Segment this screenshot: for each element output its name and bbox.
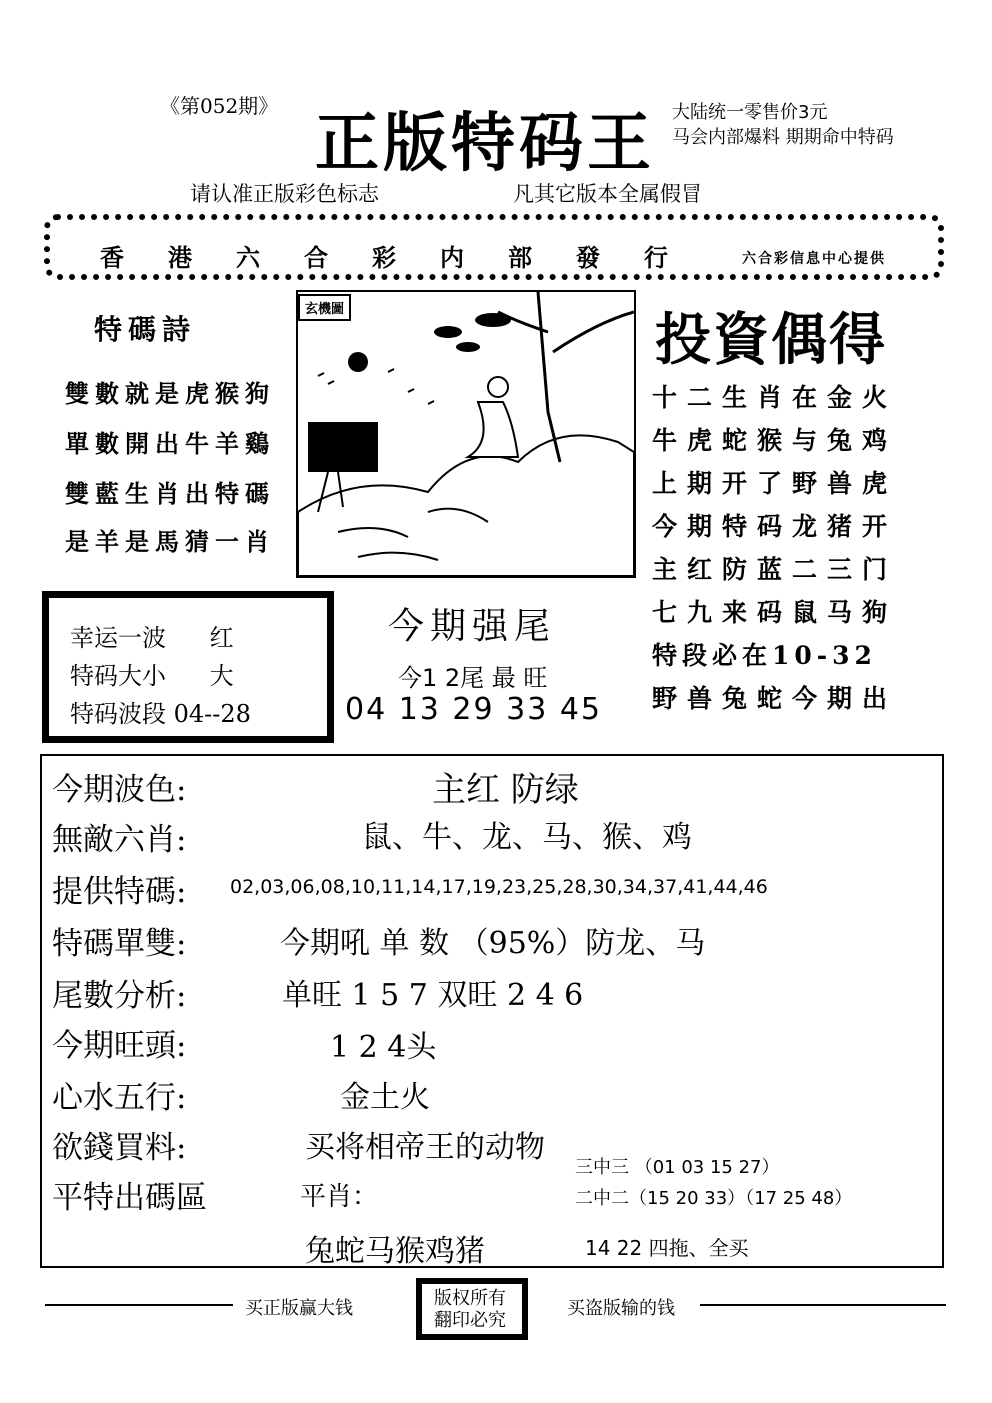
combo-two: 二中二（15 20 33）（17 25 48） xyxy=(575,1188,853,1209)
buy-hint-label: 欲錢買料: xyxy=(52,1130,187,1166)
head-value: 1 2 4头 xyxy=(330,1030,437,1065)
lucky-value: 红 xyxy=(209,624,234,652)
page-title: 正版特码王 xyxy=(315,106,655,181)
counterfeit-notice: 凡其它版本全属假冒 xyxy=(513,182,702,206)
authenticity-notice: 请认准正版彩色标志 xyxy=(190,182,379,206)
invest-line: 上期开了野兽虎 xyxy=(652,469,898,498)
price-line: 大陆统一零售价3元 xyxy=(672,102,828,123)
lucky-label: 特码波段 xyxy=(70,700,166,728)
invest-line: 十二生肖在金火 xyxy=(652,383,898,412)
invest-line: 今期特码龙猪开 xyxy=(652,512,898,541)
banner-subtitle: 六合彩信息中心提供 xyxy=(742,251,886,267)
lucky-row xyxy=(70,656,234,691)
buy-hint-value: 买将相帝王的动物 xyxy=(305,1130,545,1165)
flat-zone-label: 平特出碼區 xyxy=(52,1180,207,1216)
invest-line: 野兽兔蛇今期出 xyxy=(652,684,898,713)
wave-color-value: 主红 防绿 xyxy=(432,770,579,810)
lucky-value: 04--28 xyxy=(173,700,251,728)
head-label: 今期旺頭: xyxy=(52,1028,187,1064)
five-elements-label: 心水五行: xyxy=(52,1080,187,1116)
six-zodiac-value: 鼠、牛、龙、马、猴、鸡 xyxy=(362,820,692,855)
invest-line: 七九来码鼠马狗 xyxy=(652,598,898,627)
invest-line: 牛虎蛇猴与兔鸡 xyxy=(652,426,898,455)
combo-four: 14 22 四拖、全买 xyxy=(585,1236,749,1260)
lucky-row xyxy=(70,694,251,729)
footer-slogan-right: 买盗版输的钱 xyxy=(567,1298,675,1319)
footer-divider xyxy=(45,1304,233,1306)
wave-color-label: 今期波色: xyxy=(52,772,187,808)
strong-tail-numbers: 04 13 29 33 45 xyxy=(345,692,603,727)
footer-divider xyxy=(700,1304,946,1306)
six-zodiac-label: 無敵六肖: xyxy=(52,822,187,858)
invest-title: 投資偶得 xyxy=(655,307,887,373)
poem-line: 是羊是馬猜一肖 xyxy=(65,527,275,556)
lucky-value: 大 xyxy=(209,662,234,690)
strong-tail-line: 今1 2尾 最 旺 xyxy=(398,664,548,692)
flat-zodiacs: 兔蛇马猴鸡猪 xyxy=(305,1234,485,1269)
five-elements-value: 金土火 xyxy=(340,1080,430,1115)
special-numbers-label: 提供特碼: xyxy=(52,874,187,910)
copyright-line: 翻印必究 xyxy=(434,1310,506,1331)
footer-slogan-left: 买正版赢大钱 xyxy=(245,1298,353,1319)
issue-number: 《第052期》 xyxy=(160,94,279,118)
poem-title: 特碼詩 xyxy=(94,313,197,346)
tail-analysis-value: 单旺 1 5 7 双旺 2 4 6 xyxy=(282,978,584,1013)
flat-zodiac-label: 平肖： xyxy=(300,1182,379,1212)
tagline: 马会内部爆料 期期命中特码 xyxy=(672,127,894,148)
poem-line: 雙數就是虎猴狗 xyxy=(65,379,275,408)
price-info xyxy=(672,100,894,150)
poem-line: 單數開出牛羊鷄 xyxy=(65,429,275,458)
odd-even-value: 今期吼 单 数 （95%）防龙、马 xyxy=(280,926,706,961)
scholar-under-pine-illustration xyxy=(296,290,636,578)
tail-analysis-label: 尾數分析: xyxy=(52,978,187,1014)
illustration-tag: 玄機圖 xyxy=(298,294,351,321)
special-numbers-value: 02,03,06,08,10,11,14,17,19,23,25,28,30,34,37,41,44,46 xyxy=(230,876,768,898)
lucky-label: 幸运一波 xyxy=(70,624,166,652)
invest-line: 主红防蓝二三门 xyxy=(652,555,898,584)
combo-three: 三中三 （01 03 15 27） xyxy=(575,1157,780,1178)
poem-line: 雙藍生肖出特碼 xyxy=(65,479,275,508)
odd-even-label: 特碼單雙: xyxy=(52,926,187,962)
copyright-line: 版权所有 xyxy=(434,1288,506,1309)
illustration-drawing xyxy=(298,292,634,576)
lucky-row xyxy=(70,618,234,653)
banner-title: 香港六合彩内部發行 xyxy=(100,243,712,272)
invest-line: 特段必在10-32 xyxy=(652,641,877,670)
strong-tail-title: 今期强尾 xyxy=(388,606,557,647)
lucky-label: 特码大小 xyxy=(70,662,166,690)
